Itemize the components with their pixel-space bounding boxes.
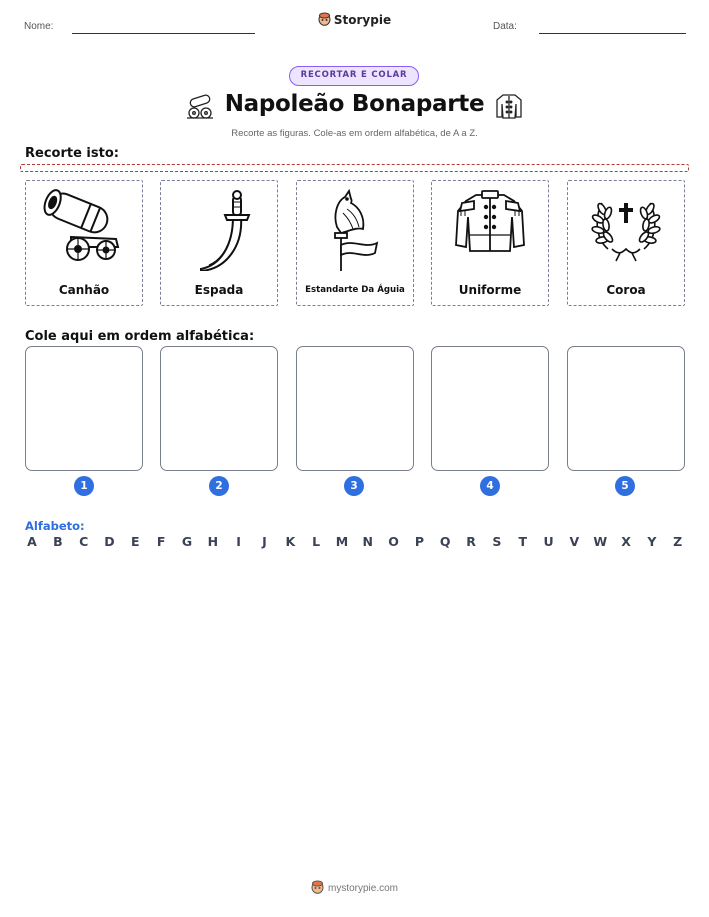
cut-heading: Recorte isto:: [25, 146, 119, 161]
cut-card-uniform[interactable]: [431, 180, 549, 306]
footer: [0, 880, 709, 897]
alphabet-letter: E: [131, 534, 140, 549]
alphabet-letter: D: [104, 534, 115, 549]
footer-link[interactable]: mystorypie.com: [327, 883, 398, 895]
alphabet-letter: W: [593, 534, 608, 549]
order-number-2: 2: [209, 476, 229, 496]
alphabet-letter: I: [236, 534, 241, 549]
card-label: Canhão: [58, 283, 110, 297]
title-uniform-icon: [493, 92, 525, 124]
paste-box-5[interactable]: [567, 346, 685, 471]
alphabet-letter: Z: [673, 534, 683, 549]
alphabet-letter: X: [621, 534, 631, 549]
cut-card-cannon[interactable]: [25, 180, 143, 306]
cut-card-sword[interactable]: [160, 180, 278, 306]
alphabet-letter: Q: [439, 534, 451, 549]
paste-box-3[interactable]: [296, 346, 414, 471]
alphabet-letter: K: [285, 534, 296, 549]
storypie-mascot-icon: [311, 880, 324, 897]
cut-card-crown[interactable]: [567, 180, 685, 306]
alphabet-letter: V: [569, 534, 580, 549]
uniform-icon: [432, 187, 548, 271]
card-label: Coroa: [606, 283, 646, 297]
alphabet-heading: Alfabeto:: [25, 519, 85, 533]
eagle-standard-icon: [297, 187, 413, 271]
alphabet-letter: L: [312, 534, 321, 549]
card-label: Uniforme: [458, 283, 522, 297]
order-number-5: 5: [615, 476, 635, 496]
alphabet-letter: H: [207, 534, 219, 549]
card-label: Estandarte Da Águia: [305, 285, 405, 295]
date-label: Data:: [493, 21, 517, 32]
alphabet-letter: P: [414, 534, 424, 549]
order-number-4: 4: [480, 476, 500, 496]
paste-box-1[interactable]: [25, 346, 143, 471]
alphabet-letter: F: [156, 534, 166, 549]
order-number-3: 3: [344, 476, 364, 496]
order-number-1: 1: [74, 476, 94, 496]
laurel-wreath-icon: [568, 187, 684, 271]
cut-card-eagle-standard[interactable]: [296, 180, 414, 306]
paste-heading: Cole aqui em ordem alfabética:: [25, 329, 255, 344]
alphabet-letter: R: [466, 534, 476, 549]
brand-logo: [0, 12, 709, 29]
alphabet-letter: N: [362, 534, 373, 549]
alphabet-letter: M: [335, 534, 349, 549]
alphabet-letter: A: [27, 534, 37, 549]
alphabet-letter: T: [518, 534, 527, 549]
paste-box-2[interactable]: [160, 346, 278, 471]
alphabet-letter: B: [53, 534, 63, 549]
card-label: Espada: [194, 283, 244, 297]
page-title: Napoleão Bonaparte: [224, 91, 485, 117]
activity-badge: RECORTAR E COLAR: [289, 66, 419, 86]
alphabet-letter: S: [492, 534, 502, 549]
alphabet-letter: G: [181, 534, 193, 549]
alphabet-letter: J: [262, 534, 267, 549]
alphabet-letter: C: [79, 534, 89, 549]
alphabet-row: [25, 534, 685, 549]
alphabet-letter: U: [543, 534, 554, 549]
instructions: Recorte as figuras. Cole-as em ordem alfabética, de A a Z.: [231, 128, 478, 139]
name-label: Nome:: [24, 21, 54, 32]
alphabet-letter: Y: [647, 534, 657, 549]
paste-box-4[interactable]: [431, 346, 549, 471]
name-line[interactable]: [72, 33, 255, 34]
storypie-mascot-icon: [318, 12, 331, 29]
alphabet-letter: O: [388, 534, 399, 549]
brand-name: Storypie: [333, 13, 392, 27]
scissor-cut-line: [20, 164, 689, 172]
sword-icon: [161, 187, 277, 271]
date-line[interactable]: [539, 33, 686, 34]
cannon-icon: [26, 187, 142, 271]
